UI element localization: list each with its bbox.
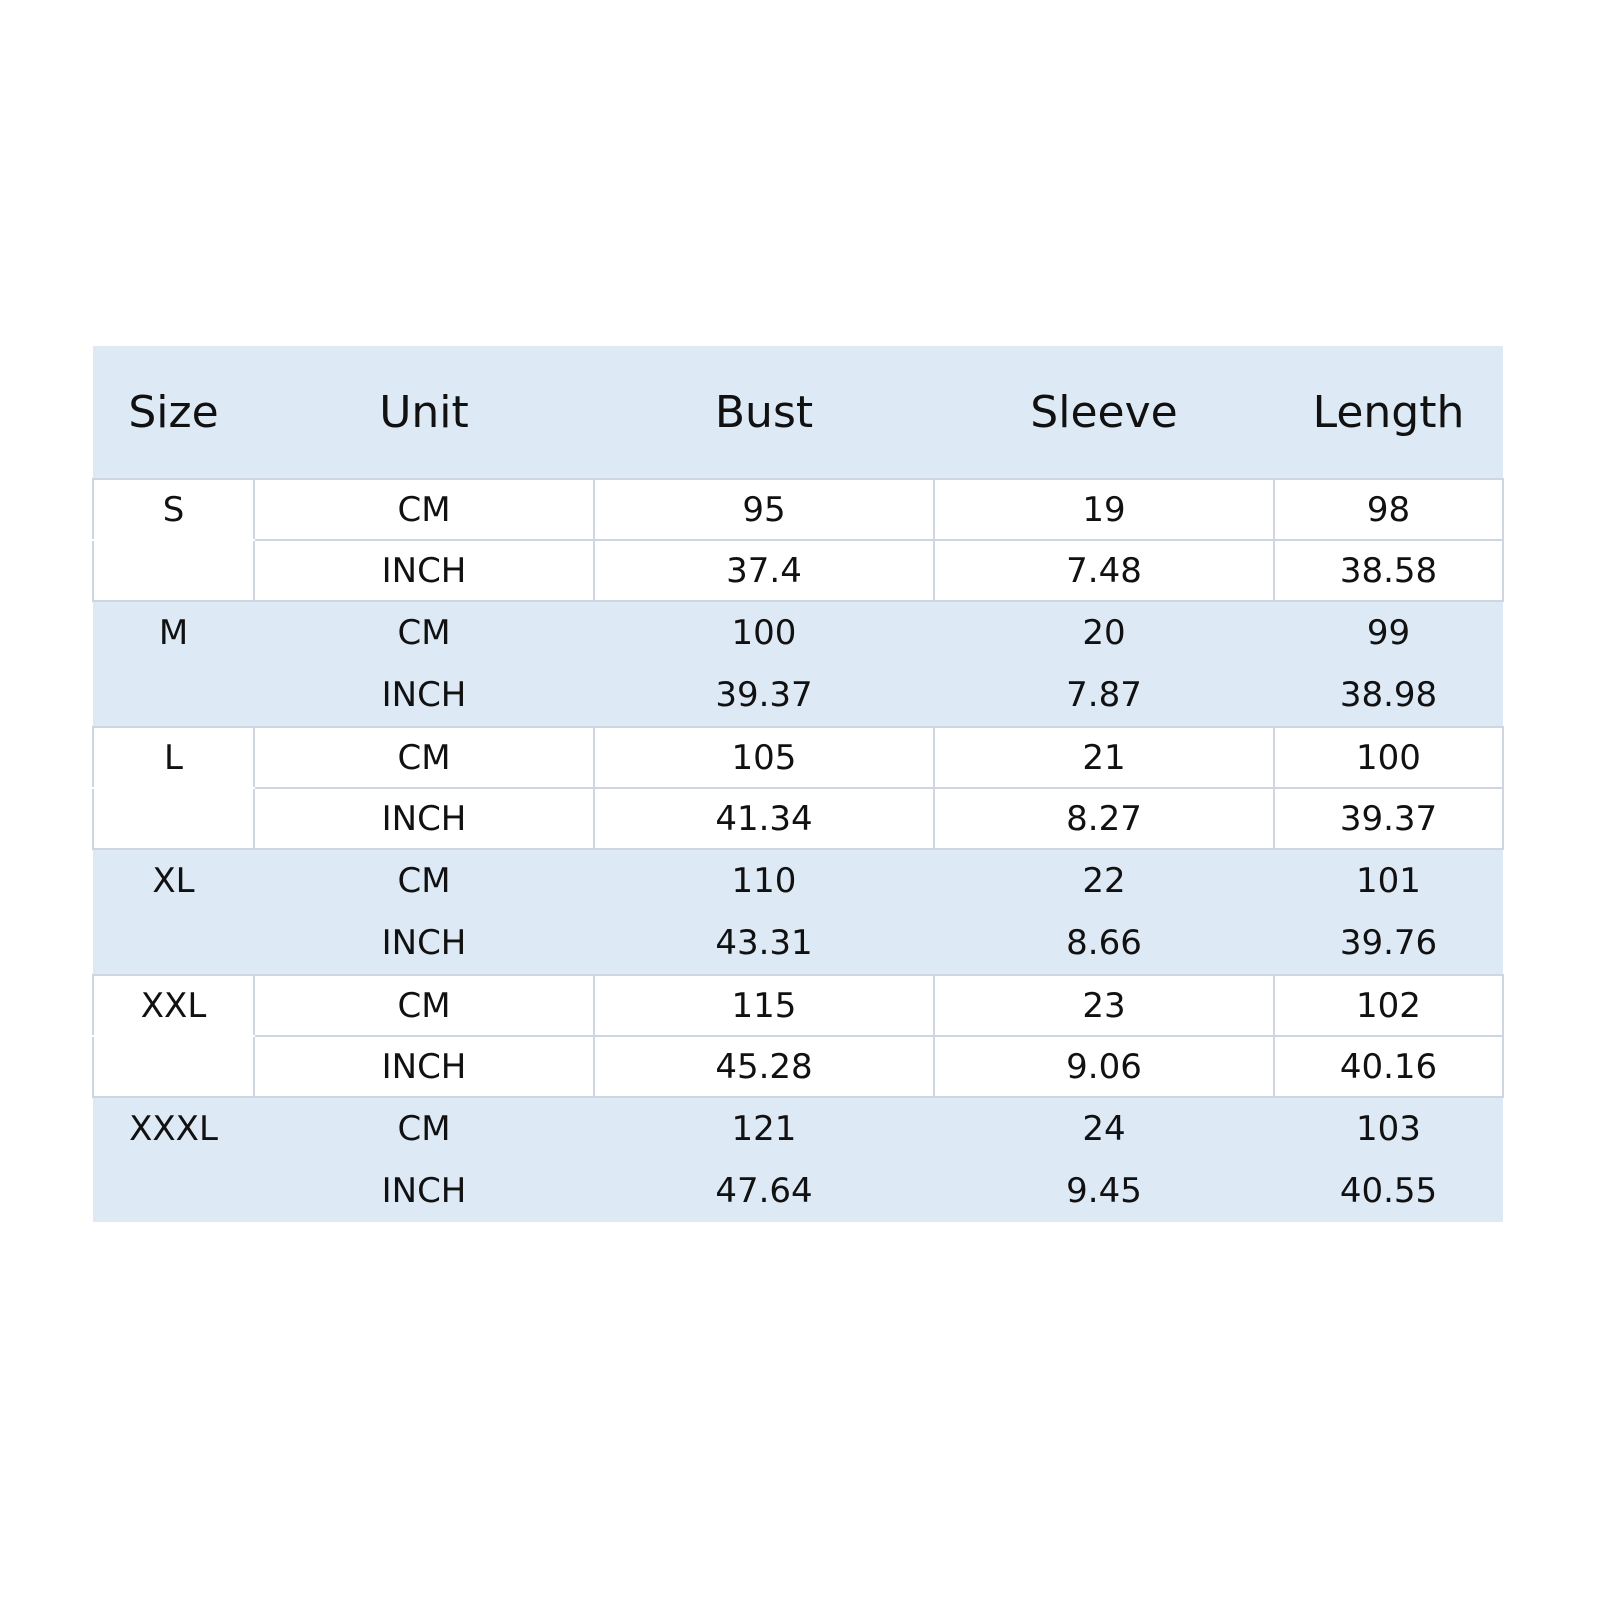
size-group-xxxl bbox=[93, 1097, 1503, 1222]
table-row bbox=[93, 727, 1503, 788]
table-row bbox=[93, 849, 1503, 912]
table-row bbox=[93, 788, 1503, 849]
length-cell: 39.76 bbox=[1274, 912, 1503, 975]
unit-cell: CM bbox=[254, 1097, 594, 1160]
sleeve-cell: 7.87 bbox=[934, 664, 1274, 727]
sleeve-cell: 23 bbox=[934, 975, 1274, 1036]
sleeve-cell: 21 bbox=[934, 727, 1274, 788]
size-group-s bbox=[93, 479, 1503, 601]
size-label: L bbox=[93, 727, 254, 788]
header-row bbox=[93, 346, 1503, 479]
sleeve-cell: 8.27 bbox=[934, 788, 1274, 849]
unit-cell: INCH bbox=[254, 664, 594, 727]
bust-cell: 95 bbox=[594, 479, 934, 540]
size-spacer bbox=[93, 664, 254, 727]
sleeve-cell: 9.45 bbox=[934, 1160, 1274, 1222]
table-row bbox=[93, 601, 1503, 664]
header-bust: Bust bbox=[594, 346, 934, 479]
table-row bbox=[93, 975, 1503, 1036]
table-row bbox=[93, 479, 1503, 540]
bust-cell: 100 bbox=[594, 601, 934, 664]
size-spacer bbox=[93, 788, 254, 849]
bust-cell: 45.28 bbox=[594, 1036, 934, 1097]
length-cell: 101 bbox=[1274, 849, 1503, 912]
size-label: S bbox=[93, 479, 254, 540]
length-cell: 99 bbox=[1274, 601, 1503, 664]
length-cell: 102 bbox=[1274, 975, 1503, 1036]
header-size: Size bbox=[93, 346, 254, 479]
unit-cell: CM bbox=[254, 479, 594, 540]
unit-cell: INCH bbox=[254, 1160, 594, 1222]
sleeve-cell: 19 bbox=[934, 479, 1274, 540]
length-cell: 40.55 bbox=[1274, 1160, 1503, 1222]
unit-cell: CM bbox=[254, 975, 594, 1036]
size-spacer bbox=[93, 1160, 254, 1222]
table-row bbox=[93, 664, 1503, 727]
sleeve-cell: 24 bbox=[934, 1097, 1274, 1160]
size-spacer bbox=[93, 912, 254, 975]
length-cell: 100 bbox=[1274, 727, 1503, 788]
bust-cell: 121 bbox=[594, 1097, 934, 1160]
size-group-xl bbox=[93, 849, 1503, 975]
length-cell: 39.37 bbox=[1274, 788, 1503, 849]
length-cell: 38.58 bbox=[1274, 540, 1503, 601]
header-unit: Unit bbox=[254, 346, 594, 479]
header-length: Length bbox=[1274, 346, 1503, 479]
unit-cell: INCH bbox=[254, 912, 594, 975]
length-cell: 38.98 bbox=[1274, 664, 1503, 727]
table-row bbox=[93, 1036, 1503, 1097]
size-spacer bbox=[93, 1036, 254, 1097]
unit-cell: INCH bbox=[254, 540, 594, 601]
unit-cell: CM bbox=[254, 601, 594, 664]
sleeve-cell: 20 bbox=[934, 601, 1274, 664]
table-row bbox=[93, 912, 1503, 975]
unit-cell: INCH bbox=[254, 1036, 594, 1097]
size-label: M bbox=[93, 601, 254, 664]
sleeve-cell: 8.66 bbox=[934, 912, 1274, 975]
size-group-xxl bbox=[93, 975, 1503, 1097]
length-cell: 103 bbox=[1274, 1097, 1503, 1160]
bust-cell: 37.4 bbox=[594, 540, 934, 601]
bust-cell: 105 bbox=[594, 727, 934, 788]
size-label: XXXL bbox=[93, 1097, 254, 1160]
length-cell: 40.16 bbox=[1274, 1036, 1503, 1097]
size-group-m bbox=[93, 601, 1503, 727]
size-chart-header bbox=[93, 346, 1503, 479]
unit-cell: CM bbox=[254, 849, 594, 912]
unit-cell: CM bbox=[254, 727, 594, 788]
bust-cell: 110 bbox=[594, 849, 934, 912]
bust-cell: 47.64 bbox=[594, 1160, 934, 1222]
size-chart-table bbox=[92, 346, 1504, 1222]
sleeve-cell: 22 bbox=[934, 849, 1274, 912]
sleeve-cell: 9.06 bbox=[934, 1036, 1274, 1097]
table-row bbox=[93, 1160, 1503, 1222]
header-sleeve: Sleeve bbox=[934, 346, 1274, 479]
bust-cell: 39.37 bbox=[594, 664, 934, 727]
unit-cell: INCH bbox=[254, 788, 594, 849]
length-cell: 98 bbox=[1274, 479, 1503, 540]
size-label: XL bbox=[93, 849, 254, 912]
bust-cell: 115 bbox=[594, 975, 934, 1036]
bust-cell: 43.31 bbox=[594, 912, 934, 975]
size-group-l bbox=[93, 727, 1503, 849]
size-spacer bbox=[93, 540, 254, 601]
sleeve-cell: 7.48 bbox=[934, 540, 1274, 601]
bust-cell: 41.34 bbox=[594, 788, 934, 849]
size-label: XXL bbox=[93, 975, 254, 1036]
table-row bbox=[93, 1097, 1503, 1160]
table-row bbox=[93, 540, 1503, 601]
